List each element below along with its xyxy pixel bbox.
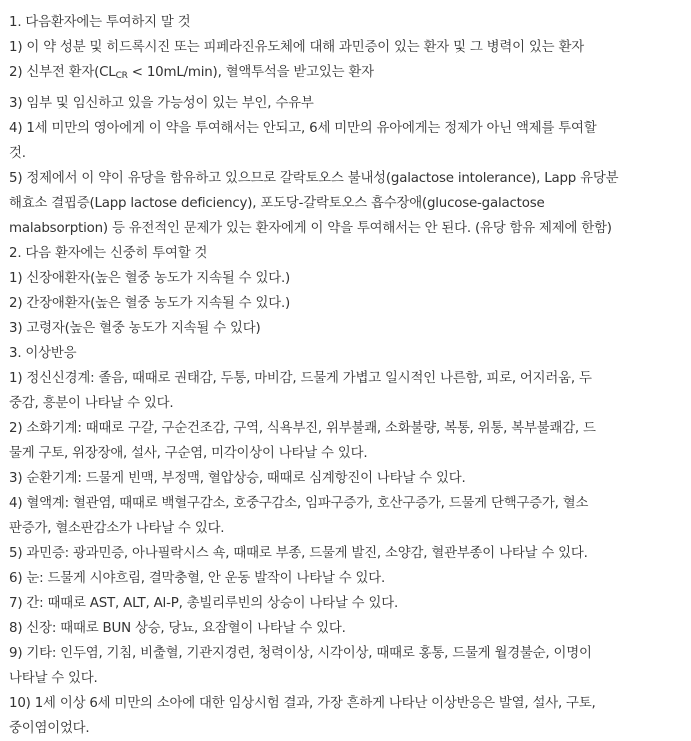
list-item: 9) 기타: 인두염, 기침, 비출혈, 기관지경련, 청력이상, 시각이상, 때때로 홍통, 드물게 월경불순, 이명이 (9, 646, 592, 661)
list-item: 6) 눈: 드물게 시야흐림, 결막충혈, 안 운동 발작이 나타날 수 있다. (9, 571, 386, 586)
list-item-continuation: 해효소 결핍증(Lapp lactose deficiency), 포도당-갈락토오스 흡수장애(glucose-galactose (9, 196, 545, 211)
section-heading: 1. 다음환자에는 투여하지 말 것 (9, 15, 191, 30)
list-item-continuation: 중이염이었다. (9, 721, 90, 736)
list-item-text: < 10mL/min), 혈액투석을 받고있는 환자 (127, 65, 374, 80)
document-body (9, 10, 685, 741)
list-item-continuation: 것. (9, 146, 26, 161)
list-item-text: 2) 신부전 환자(CL (9, 65, 116, 80)
list-item: 5) 정제에서 이 약이 유당을 함유하고 있으므로 갈락토오스 불내성(galactose intolerance), Lapp 유당분 (9, 171, 619, 186)
list-item: 3) 임부 및 임신하고 있을 가능성이 있는 부인, 수유부 (9, 96, 314, 111)
list-item: 3) 고령자(높은 혈중 농도가 지속될 수 있다) (9, 321, 261, 336)
list-item: 4) 1세 미만의 영아에게 이 약을 투여해서는 안되고, 6세 미만의 유아에게는 정제가 아닌 액제를 투여할 (9, 121, 597, 136)
list-item: 4) 혈액계: 혈관염, 때때로 백혈구감소, 호중구감소, 임파구증가, 호산구증가, 드물게 단핵구증가, 혈소 (9, 496, 589, 511)
list-item: 5) 과민증: 광과민증, 아나필락시스 쇽, 때때로 부종, 드물게 발진, 소양감, 혈관부종이 나타날 수 있다. (9, 546, 588, 561)
list-item: 7) 간: 때때로 AST, ALT, Al-P, 총빌리루빈의 상승이 나타날 수 있다. (9, 596, 398, 611)
list-item: 2) 소화기계: 때때로 구갈, 구순건조감, 구역, 식욕부진, 위부불쾌, 소화불량, 복통, 위통, 복부불쾌감, 드 (9, 421, 596, 436)
list-item-continuation: 판증가, 혈소판감소가 나타날 수 있다. (9, 521, 225, 536)
section-heading: 3. 이상반응 (9, 346, 77, 361)
subscript-text: CR (115, 71, 128, 81)
list-item: 10) 1세 이상 6세 미만의 소아에 대한 임상시험 결과, 가장 흔하게 나타난 이상반응은 발열, 설사, 구토, (9, 696, 596, 711)
list-item-continuation: 중감, 흥분이 나타날 수 있다. (9, 396, 174, 411)
list-item: 1) 신장애환자(높은 혈중 농도가 지속될 수 있다.) (9, 271, 291, 286)
list-item: 8) 신장: 때때로 BUN 상승, 당뇨, 요잠혈이 나타날 수 있다. (9, 621, 346, 636)
list-item-continuation: malabsorption) 등 유전적인 문제가 있는 환자에게 이 약을 투여해서는 안 된다. (유당 함유 제제에 한함) (9, 221, 612, 236)
list-item: 3) 순환기계: 드물게 빈맥, 부정맥, 혈압상승, 때때로 심계항진이 나타날 수 있다. (9, 471, 466, 486)
list-item (9, 60, 685, 85)
section-heading: 2. 다음 환자에는 신중히 투여할 것 (9, 246, 208, 261)
list-item: 2) 간장애환자(높은 혈중 농도가 지속될 수 있다.) (9, 296, 291, 311)
list-item-continuation: 나타날 수 있다. (9, 671, 98, 686)
list-item: 1) 정신신경계: 졸음, 때때로 권태감, 두통, 마비감, 드물게 가볍고 일시적인 나른함, 피로, 어지러움, 두 (9, 371, 592, 386)
list-item: 1) 이 약 성분 및 히드록시진 또는 피페라진유도체에 대해 과민증이 있는 환자 및 그 병력이 있는 환자 (9, 40, 584, 55)
list-item-continuation: 물게 구토, 위장장애, 설사, 구순염, 미각이상이 나타날 수 있다. (9, 446, 368, 461)
